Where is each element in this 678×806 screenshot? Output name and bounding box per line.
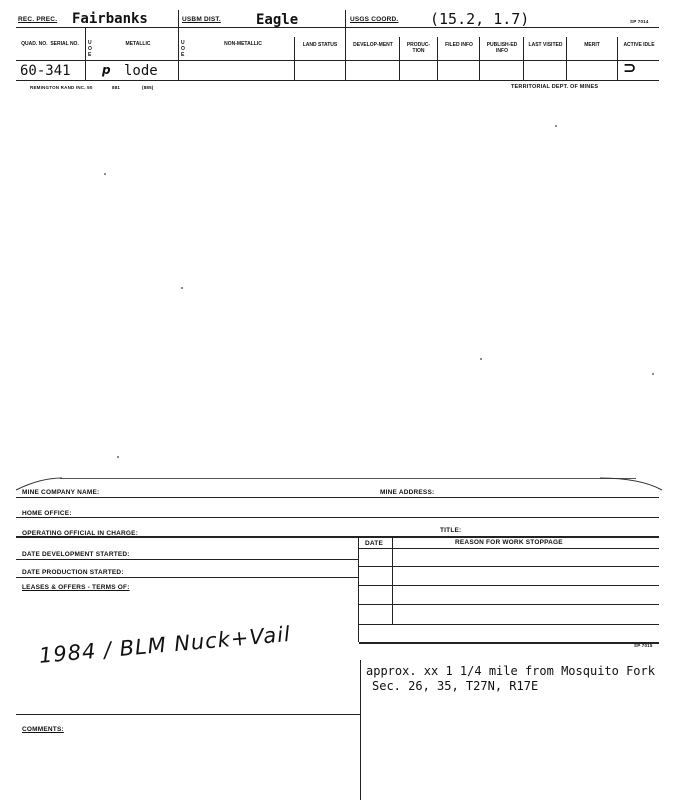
col-divider: [358, 536, 359, 642]
row-bottom-rule: [16, 80, 659, 81]
col-divider: [360, 660, 361, 800]
rule: [16, 517, 659, 518]
quad-serial-value: 60-341: [20, 63, 71, 79]
rec-prec-value: Fairbanks: [72, 11, 148, 27]
reason-col-label: REASON FOR WORK STOPPAGE: [455, 539, 563, 546]
uoe-mark: p: [102, 63, 111, 77]
home-office-label: HOME OFFICE:: [22, 510, 72, 517]
form-code-2: SP 7015: [634, 643, 653, 648]
scan-speck: [555, 125, 557, 127]
rule: [359, 566, 659, 567]
rule: [359, 585, 659, 586]
usbm-dist-label: USBM DIST.: [182, 16, 221, 23]
col-divider: [392, 536, 393, 624]
scan-speck: [181, 287, 183, 289]
row-top-rule: [16, 60, 659, 61]
col-divider: [345, 10, 346, 80]
col-divider: [399, 37, 400, 80]
quad-serial-label: [18, 41, 82, 47]
agency-label: TERRITORIAL DEPT. OF MINES: [511, 84, 599, 90]
printer-label: REMINGTON RAND INC. 50: [30, 85, 93, 90]
handwritten-note: 1984 / BLM Nuck+Vail: [38, 621, 292, 668]
date-col-label: DATE: [365, 540, 384, 547]
active-idle-mark: ⊃: [623, 58, 637, 77]
usgs-coord-value: (15.2, 1.7): [430, 10, 530, 28]
rule: [359, 642, 659, 644]
col-divider: [178, 10, 179, 80]
published-info-label: PUBLISH-ED INFO: [486, 42, 518, 54]
date-dev-started-label: DATE DEVELOPMENT STARTED:: [22, 551, 130, 558]
col-divider: [437, 37, 438, 80]
usbm-dist-value: Eagle: [256, 12, 299, 28]
fold-curve: [0, 476, 678, 496]
col-divider: [294, 37, 295, 80]
development-label: DEVELOP-MENT: [353, 42, 393, 48]
last-visited-label: LAST VISITED: [528, 42, 563, 48]
production-label: PRODUC-TION: [406, 42, 431, 54]
comments-label: COMMENTS:: [22, 726, 64, 733]
land-status-label: LAND STATUS: [302, 42, 338, 48]
scan-speck: [104, 173, 106, 175]
metallic-label: METALLIC: [125, 41, 151, 47]
col-divider: [617, 37, 618, 80]
quad-label: QUAD. NO.: [21, 41, 48, 47]
title-label: TITLE:: [440, 527, 462, 534]
uoe-label: U O E: [88, 40, 92, 58]
code-label-2: (885): [142, 85, 154, 90]
scan-speck: [652, 373, 654, 375]
scan-speck: [480, 358, 482, 360]
rule: [16, 714, 360, 715]
rule: [16, 497, 659, 498]
mine-address-label: MINE ADDRESS:: [380, 489, 435, 496]
mine-company-name-label: MINE COMPANY NAME:: [22, 489, 100, 496]
active-idle-label: ACTIVE IDLE: [623, 42, 655, 48]
location-line-2: Sec. 26, 35, T27N, R17E: [372, 679, 539, 693]
metallic-value: lode: [124, 63, 158, 79]
rule: [359, 548, 659, 549]
col-divider: [479, 37, 480, 80]
rule: [359, 604, 659, 605]
rule: [16, 559, 358, 560]
serial-label: SERIAL NO.: [50, 41, 79, 47]
date-prod-started-label: DATE PRODUCTION STARTED:: [22, 569, 124, 576]
scan-speck: [117, 456, 119, 458]
leases-label: LEASES & OFFERS - TERMS OF:: [22, 584, 130, 591]
filed-info-label: FILED INFO: [445, 42, 473, 48]
header-rule: [16, 27, 659, 28]
nonmetallic-label: NON-METALLIC: [224, 41, 262, 47]
rule: [16, 577, 358, 578]
rec-prec-label: REC. PREC.: [18, 16, 58, 23]
col-divider: [85, 28, 86, 80]
col-divider: [566, 37, 567, 80]
operating-official-label: OPERATING OFFICIAL IN CHARGE:: [22, 530, 139, 537]
rule: [359, 624, 659, 625]
usgs-coord-label: USGS COORD.: [350, 16, 399, 23]
form-code: SP 7014: [630, 19, 649, 24]
uoe-label-2: U O E: [181, 40, 185, 58]
rule: [16, 536, 659, 538]
location-line-1: approx. xx 1 1/4 mile from Mosquito Fork: [366, 664, 655, 678]
merit-label: MERIT: [584, 42, 600, 48]
col-divider: [523, 37, 524, 80]
code-label-1: 881: [112, 85, 121, 90]
